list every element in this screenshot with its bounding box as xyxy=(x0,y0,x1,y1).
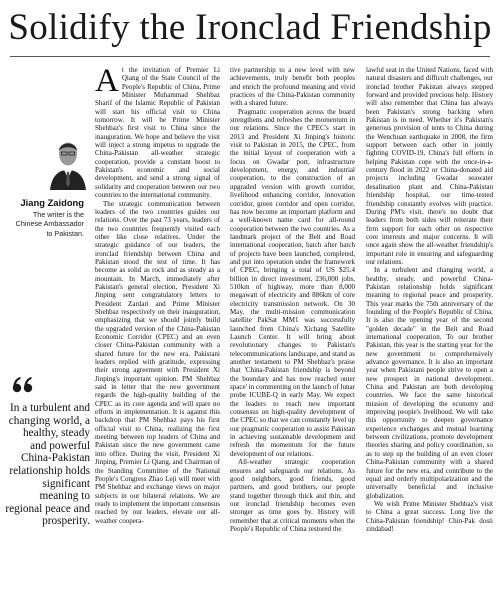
paragraph: The strategic communication between leaders of the two countries guides our relations. Over the past 73 years, leaders of the two countries frequently visited each other like close relatives. Under the strategic guidance of our leaders, the ironclad friendship between China and Pakistan stood the test of time. It has become as solid as rock and as steady as a mountain. In March, immediately after Pakistan's general election, President Xi Jinping sent congratulatory letters to President Zardari and Prime Minister Shehbaz respectively on their inauguration, emphasizing that we should jointly build the upgraded version of the China-Pakistan Economic Corridor (CPEC) and an even closer China-Pakistan community with a shared future for the new era. Pakistani leaders replied with gratitude, expressing their strong agreement with President Xi Jinping's important opinion. PM Shehbaz said in letter that the new government regards the high-quality building of the CPEC as its core agenda and will spare no efforts in implementation. It is against this backdrop that PM Shehbaz pays his first official visit to China, realizing the first meeting between top leaders of China and Pakistan since the new government came into office. During the visit, President Xi Jinping, Premier Li Qiang, and Chairman of the Standing Committee of the National People's Congress Zhao Leji will meet with PM Shehbaz and exchange views on major subjects in our bilateral relations. We are ready to implement the important consensus reached by our leaders, elevate our all-weather coopera- xyxy=(95,199,220,525)
article-column-1 xyxy=(95,66,220,591)
author-name: Jiang Zaidong xyxy=(20,197,84,208)
paragraph: We wish Prime Minister Shehbaz's visit to China a great success. Long live the China-Pakistan friendship! Chin-Pak dosti zindabad! xyxy=(366,499,493,533)
pull-quote: In a turbulent and changing world, a healthy, steady and powerful China-Pakistan relationship holds significant meaning to regional peace and prosperity. xyxy=(5,402,90,528)
article-column-3 xyxy=(366,66,493,591)
paragraph: lawful seat in the United Nations, faced with natural disasters and difficult challenges, our ironclad brother Pakistan always stepped forward and provided precious help. History will also remember that China has always been Pakistan's strong backing when Pakistan is in need. Whether it's Pakistan's generous provision of tents to China during the Wenchuan earthquake in 2008, the firm support between each other in jointly fighting COVID-19, China's full efforts in helping Pakistan cope with the once-in-a-century flood in 2022 or China-donated aid projects including Gwadar seawater desalination plant and China-Pakistan friendship hospital, our time-tested friendship constantly evolves with practice. During PM's visit, there's no doubt that leaders from both sides will reiterate their firm support for each other on respective core interests and major concerns. It will once again show the all-weather friendship's important role in ensuring and safeguarding our relations. xyxy=(366,66,493,266)
paragraph xyxy=(95,66,220,200)
quote-icon xyxy=(12,376,34,394)
author-role: The writer is the Chinese Ambassador to Pakistan. xyxy=(15,210,84,238)
author-photo xyxy=(48,130,88,190)
paragraph: tive partnership to a new level with new achievements, truly benefit both peoples and enrich the profound meaning and vivid practices of the China-Pakistan community with a shared future. xyxy=(230,66,355,108)
drop-cap: A xyxy=(95,66,119,99)
article-column-2 xyxy=(230,66,355,591)
headline-divider xyxy=(10,56,490,57)
article-headline: Solidify the Ironclad Friendship xyxy=(8,7,492,48)
paragraph: In a turbulent and changing world, a healthy, steady, and powerful China-Pakistan relationship holds significant meaning to regional peace and prosperity. This year marks the 75th anniversary of the founding of the People's Republic of China. It is also the opening year of the second "golden decade" in the Belt and Road international cooperation. To our brother Pakistan, this year is the starting year for the new government to comprehensively advance governance. It is also an important year when Pakistani people strive to open a new prospect in national development. China and Pakistan are both developing countries. We face the same historical mission of developing the economy and improving people's livelihood. We will take this opportunity to deepen governance experience exchanges and mutual learning between civilizations, promote development theories sharing and policy coordination, so as to step up the building of an even closer China-Pakistan community with a shared future for the new era, and contribute to the equal and orderly multipolarization and the universally beneficial and inclusive globalization. xyxy=(366,266,493,500)
paragraph-text: t the invitation of Premier Li Qiang of the State Council of the People's Republic of China, Prime Minister Muhammad Shehbaz Sharif of the Islamic Republic of Pakistan will start his official visit to China tomorrow. It will be Prime Minister Shehbaz's first visit to China since the inauguration. We hope and believe the visit will inject a strong impetus to upgrade the China-Pakistan all-weather strategic cooperation, provide a constant boost to Pakistan's economic and social development, and send a strong signal of solidarity and cooperation between our two countries to the international community. xyxy=(95,66,220,200)
paragraph: Pragmatic cooperation across the board strengthens and refreshes the momentum in our relations. Since the CPEC's start in 2013 and President Xi Jinping's historic visit to Pakistan in 2015, the CPEC, from the initial layout of cooperation with a focus on Gwadar port, infrastructure development, energy, and industrial cooperation, to the construction of an upgraded version with growth corridor, livelihood enhancing corridor, innovation corridor, green corridor and open corridor, has now become an important platform and a well-known name card for all-round cooperation between the two countries. As a landmark project of the Belt and Road international cooperation, batch after batch of projects have been launched, completed, and put into operation under the framework of CPEC, bringing a total of US $25.4 billion in direct investment, 236,000 jobs, 510km of highway, more than 8,000 megawatt of electricity and 886km of core electricity transmission network. On 30 May, the multi-mission communication satellite PakSat MM1 was successfully launched from China's Xichang Satellite Launch Center. It will bring about revolutionary changes to Pakistan's telecommunications landscape, and stand as another testament to PM Shehbaz's praise that 'China-Pakistan friendship is beyond the boundary and has now reached outer space' in commenting on the launch of lunar probe ICUBE-Q in early May. We expect the leaders to reach new important consensus on high-quality development of the CPEC so that we can constantly level up our pragmatic cooperation to assist Pakistan in achieving sustainable development and refresh the momentum for the future development of our relations. xyxy=(230,107,355,458)
paragraph: All-weather strategic cooperation ensures and safeguards our relations. As good neighbors, good friends, good partners, and good brothers, our people stand together through thick and thin, and our ironclad friendship becomes even stronger as time goes by. History will remember that at critical moments when the People's Republic of China restored the xyxy=(230,458,355,533)
